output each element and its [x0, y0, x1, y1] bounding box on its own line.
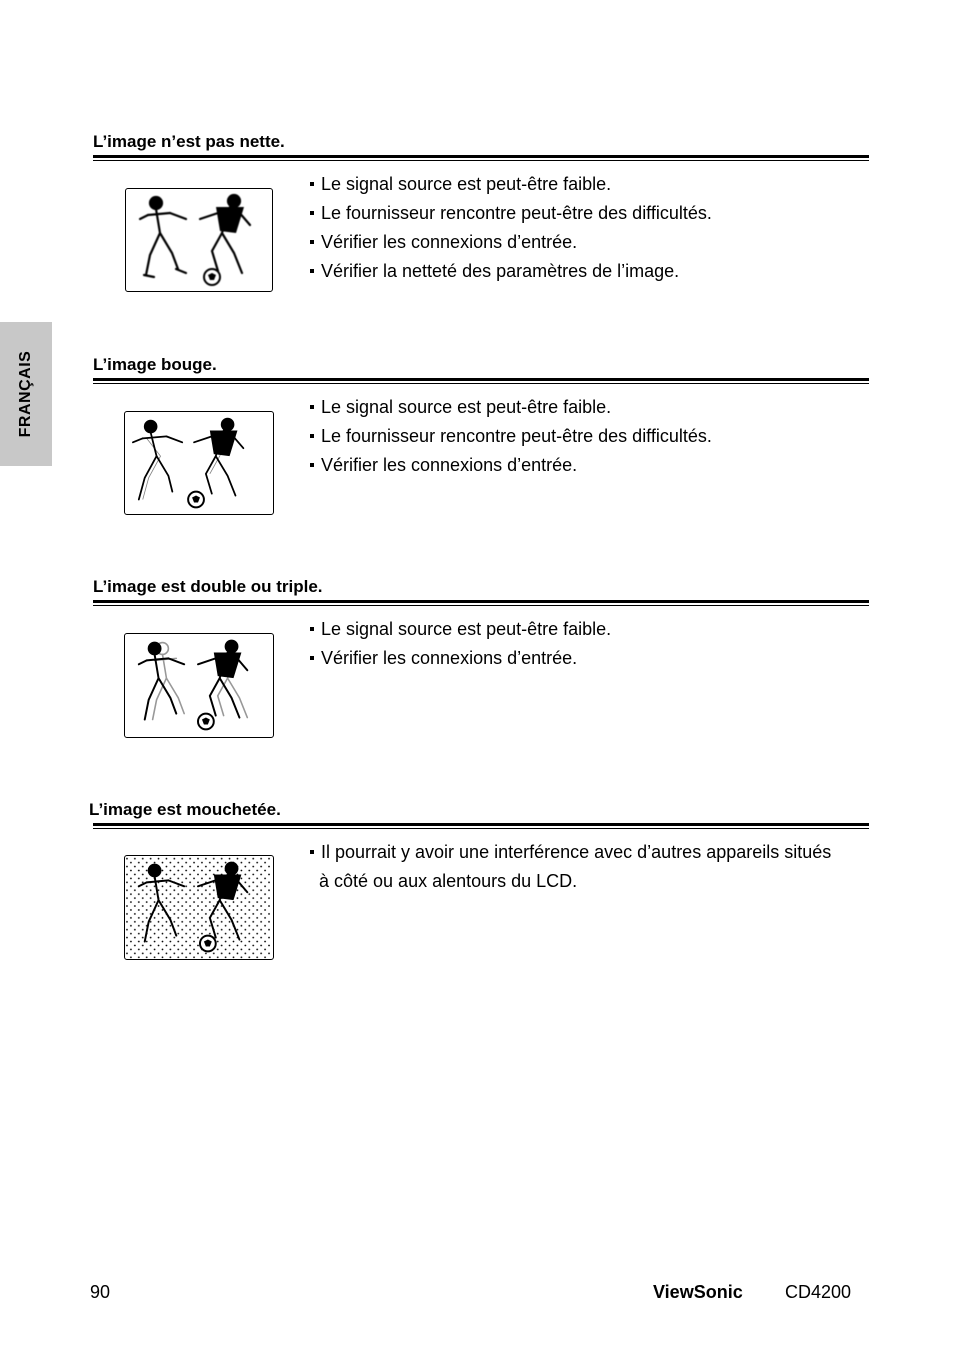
title-rule [93, 600, 869, 603]
bullet-square-icon [310, 850, 314, 854]
list-item: Le signal source est peut-être faible. [310, 170, 850, 199]
language-side-tab [0, 322, 52, 466]
title-rule [93, 378, 869, 381]
section-title: L’image bouge. [93, 355, 217, 374]
bullet-square-icon [310, 627, 314, 631]
list-item: Vérifier les connexions d’entrée. [310, 644, 850, 673]
list-item: Le signal source est peut-être faible. [310, 393, 850, 422]
title-rule [93, 823, 869, 826]
soccer-players-blurry-illustration [125, 188, 273, 292]
list-item: Le fournisseur rencontre peut-être des difficultés. [310, 422, 850, 451]
list-item: Vérifier les connexions d’entrée. [310, 451, 850, 480]
bullet-list [310, 838, 850, 896]
bullet-square-icon [310, 240, 314, 244]
bullet-square-icon [310, 656, 314, 660]
title-rule-thin [93, 605, 869, 606]
section-title: L’image est mouchetée. [89, 800, 281, 819]
bullet-square-icon [310, 463, 314, 467]
brand-name: ViewSonic [653, 1282, 743, 1302]
bullet-square-icon [310, 182, 314, 186]
bullet-list [310, 170, 850, 286]
title-rule-thin [93, 160, 869, 161]
bullet-list [310, 393, 850, 480]
soccer-players-speckled-illustration [124, 855, 274, 960]
list-item: Il pourrait y avoir une interférence avec d’autres appareils situés à côté ou aux alentours du LCD. [310, 838, 839, 896]
title-rule [93, 155, 869, 158]
bullet-square-icon [310, 405, 314, 409]
bullet-square-icon [310, 269, 314, 273]
list-item: Le signal source est peut-être faible. [310, 615, 850, 644]
list-item: Le fournisseur rencontre peut-être des difficultés. [310, 199, 850, 228]
soccer-players-moving-illustration [124, 411, 274, 515]
list-item: Vérifier la netteté des paramètres de l’image. [310, 257, 850, 286]
soccer-players-ghosting-illustration [124, 633, 274, 738]
bullet-list [310, 615, 850, 673]
bullet-square-icon [310, 211, 314, 215]
section-title: L’image n’est pas nette. [93, 132, 285, 151]
title-rule-thin [93, 828, 869, 829]
title-rule-thin [93, 383, 869, 384]
list-item: Vérifier les connexions d’entrée. [310, 228, 850, 257]
model-number: CD4200 [785, 1282, 852, 1302]
language-label: FRANÇAIS [17, 350, 34, 438]
bullet-square-icon [310, 434, 314, 438]
section-title: L’image est double ou triple. [93, 577, 323, 596]
page-number: 90 [90, 1282, 111, 1302]
